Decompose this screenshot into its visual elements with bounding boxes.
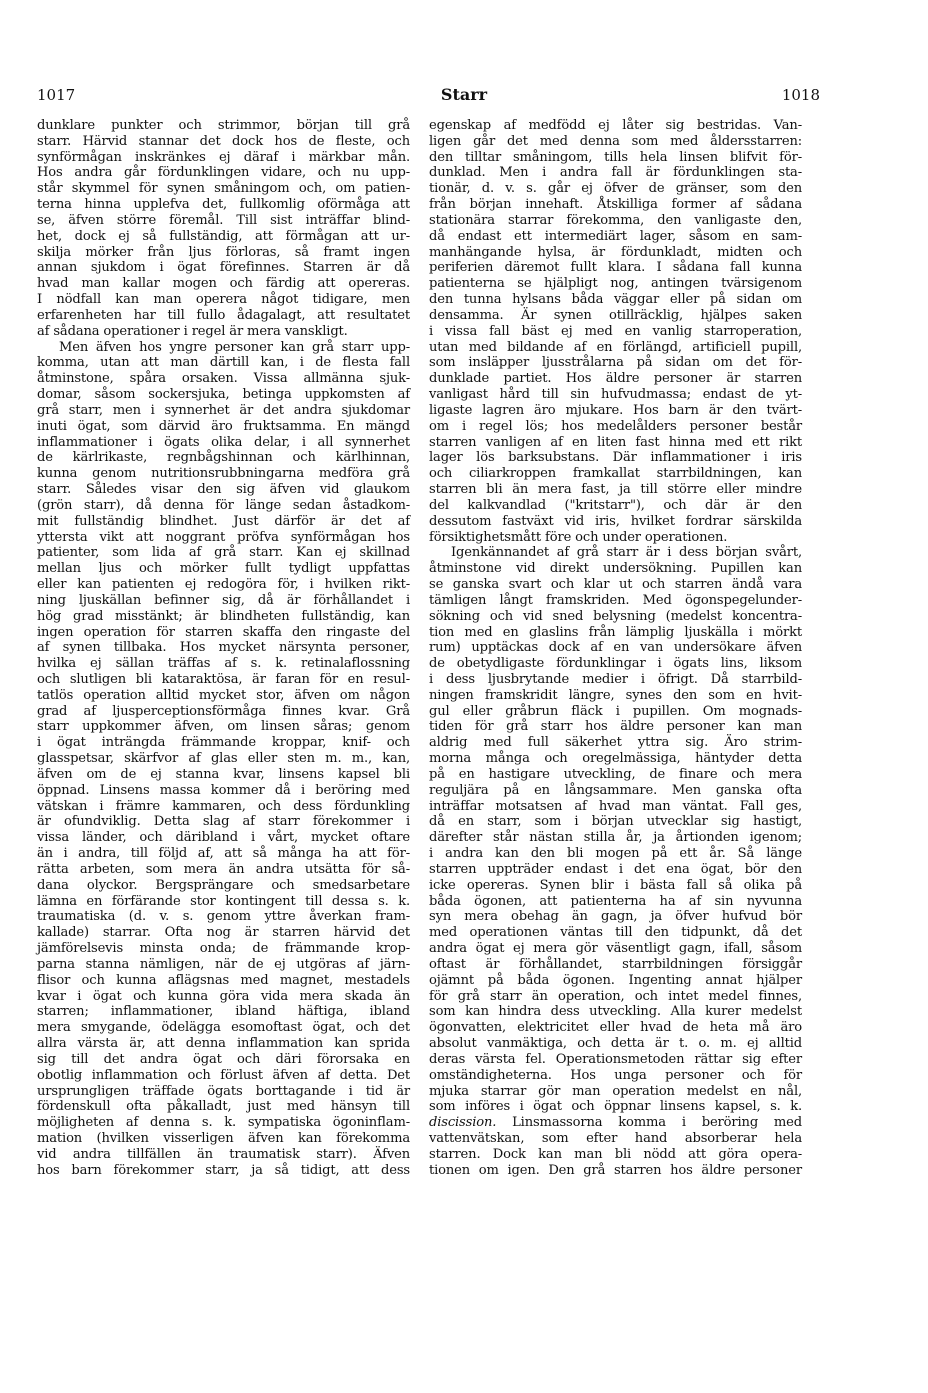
text-line: starren bli än mera fast, ja till större eller mindre	[429, 482, 802, 498]
text-line: tiden för grå starr hos äldre personer kan man	[429, 719, 802, 735]
text-line: omständigheterna. Hos unga personer och för	[429, 1067, 802, 1083]
paragraph	[429, 118, 802, 545]
text-line: dessutom fastväxt vid iris, hvilket fordrar särskilda	[429, 513, 802, 529]
text-line: tionen om igen. Den grå starren hos äldre personer	[429, 1162, 802, 1178]
text-line: med operationen väntas till den tidpunkt, då det	[429, 925, 802, 941]
text-line: båda ögonen, att patienterna ha af sin nyvunna	[429, 893, 802, 909]
text-line: som införes i ögat och öppnar linsens kapsel, s. k.	[429, 1099, 802, 1115]
text-line: från början innehaft. Åtskilliga former af sådana	[429, 197, 802, 213]
text-line: deras värsta fel. Operationsmetoden rättar sig efter	[429, 1051, 802, 1067]
text-line: tion med en glaslins från lämplig ljuskälla i mörkt	[429, 624, 802, 640]
text-line: och slutligen bli kataraktösa, är faran för en resul-	[37, 671, 410, 687]
paragraph	[37, 340, 410, 1179]
running-title: Starr	[440, 85, 488, 104]
text-line: rum) upptäckas dock af en van undersökare äfven	[429, 640, 802, 656]
text-line: starr. Således visar den sig äfven vid glaukom	[37, 482, 410, 498]
text-line: jämförelsevis minsta onda; de främmande krop-	[37, 941, 410, 957]
text-line: rätta arbeten, som mera än andra utsätta för så-	[37, 861, 410, 877]
text-line: parna stanna nämligen, när de ej utgöras af järn-	[37, 956, 410, 972]
text-line: flisor och kunna aflägsnas med magnet, mestadels	[37, 972, 410, 988]
text-line: glasspetsar, skärfvor af glas eller sten m. m., kan,	[37, 751, 410, 767]
text-line: I nödfall kan man operera något tidigare, men	[37, 292, 410, 308]
text-line: stationära starrar förekomma, den vanligaste den,	[429, 212, 802, 228]
text-line: den tilltar småningom, tills hela linsen blifvit för-	[429, 149, 802, 165]
text-line: som kan hindra dess utveckling. Alla kurer medelst	[429, 1004, 802, 1020]
text-line: möjligheten af denna s. k. sympatiska ögoninflam-	[37, 1115, 410, 1131]
text-line: obotlig inflammation och förlust äfven af detta. Det	[37, 1067, 410, 1083]
text-line: patienter, som lida af grå starr. Kan ej skillnad	[37, 545, 410, 561]
text-line: åtminstone, spåra orsaken. Vissa allmänna sjuk-	[37, 371, 410, 387]
text-line: af sådana operationer i regel är mera vanskligt.	[37, 323, 348, 339]
text-line: Hos andra går fördunklingen vidare, och nu upp-	[37, 165, 410, 181]
text-line: då en starr, som i början utvecklar sig hastigt,	[429, 814, 802, 830]
text-line: mation (hvilken visserligen äfven kan förekomma	[37, 1131, 410, 1146]
text-line: är ofundviklig. Detta slag af starr förekommer i	[37, 814, 410, 830]
text-line: hos barn förekommer starr, ja så tidigt, att dess	[37, 1162, 410, 1178]
text-line: absolut vanmäktiga, och detta är t. o. m. ej alltid	[429, 1036, 802, 1052]
text-line: sökning och vid sned belysning (medelst koncentra-	[429, 608, 802, 624]
text-line: starren; inflammationer, ibland häftiga, ibland	[37, 1004, 410, 1020]
text-line: starren vanligen af en liten fast hinna med ett rikt	[429, 434, 802, 450]
text-line: domar, såsom sockersjuka, betinga uppkomsten af	[37, 387, 410, 403]
text-line: ursprungligen träffade ögats borttagande i tid är	[37, 1083, 410, 1099]
text-line: åtminstone vid direkt undersökning. Pupillen kan	[429, 561, 802, 577]
text-line: kvar i ögat och kunna göra vida mera skada än	[37, 988, 410, 1004]
text-line: yttersta vikt att noggrant pröfva synförmågan hos	[37, 529, 410, 545]
text-line: af synen tillbaka. Hos mycket närsynta personer,	[37, 640, 410, 656]
text-line: vissa länder, och däribland i vårt, mycket oftare	[37, 830, 410, 846]
text-line: mjuka starrar gör man operation medelst en nål,	[429, 1083, 802, 1099]
text-line: Igenkännandet af grå starr är i dess början svårt,	[451, 545, 802, 561]
text-line: aldrig med full säkerhet yttra sig. Äro strim-	[429, 735, 802, 751]
text-line: morna många och oregelmässiga, häntyder detta	[429, 751, 802, 767]
text-line: ningen framskridit längre, synes den som en hvit-	[429, 687, 802, 703]
text-line: öppnad. Linsens massa kommer då i beröring med	[37, 782, 410, 798]
text-line: då endast ett intermediärt lager, såsom en sam-	[429, 228, 802, 244]
text-line: utan med bildande af en förlängd, artificiell pupill,	[429, 339, 802, 355]
text-line: i dess ljusbrytande medier i öfrigt. Då starrbild-	[429, 671, 802, 687]
text-line: därefter står nästan stilla år, ja årtionden igenom;	[429, 830, 802, 846]
text-line: densamma. Är synen otillräcklig, hjälpes saken	[429, 307, 802, 323]
text-line: försiktighetsmått före och under operationen.	[429, 529, 728, 545]
text-line: vattenvätskan, som efter hand absorberar hela	[429, 1131, 802, 1146]
text-line: inflammationer i ögats olika delar, i all synnerhet	[37, 434, 410, 450]
text-line: manhängande hylsa, är fördunkladt, midten och	[429, 244, 802, 260]
text-line: het, dock ej så fullständig, att förmågan att ur-	[37, 228, 410, 244]
text-line: allra värsta är, att denna inflammation kan sprida	[37, 1036, 410, 1052]
text-line: eller kan patienten ej redogöra för, i hvilken rikt-	[37, 577, 410, 593]
text-line: ning ljuskällan befinner sig, då är förhållandet i	[37, 592, 410, 608]
text-line: dunklade partiet. Hos äldre personer är starren	[429, 371, 802, 387]
text-line: i andra kan den bli mogen på ett år. Så länge	[429, 846, 802, 862]
text-line: annan sjukdom i ögat förefinnes. Starren är då	[37, 260, 410, 276]
text-line: discission. Linsmassorna komma i beröring med	[429, 1115, 802, 1131]
text-line: sig till det andra ögat och däri förorsaka en	[37, 1051, 410, 1067]
text-line: starr uppkommer äfven, om linsen såras; genom	[37, 719, 410, 735]
text-line: i vissa fall bäst ej med en vanlig starroperation,	[429, 323, 802, 339]
text-line: starr. Härvid stannar det dock hos de fleste, och	[37, 133, 410, 149]
text-line: vid andra tillfällen än traumatisk starr). Äfven	[37, 1146, 410, 1162]
text-line: dana olyckor. Bergsprängare och smedsarbetare	[37, 877, 410, 893]
text-line: starren uppträder endast i det ena ögat, bör den	[429, 861, 802, 877]
text-line: ögonvatten, elektricitet eller hvad de heta må äro	[429, 1020, 802, 1036]
text-line: i ögat inträngda främmande kroppar, knif- och	[37, 735, 410, 751]
text-line: andra ögat ej mera gör väsentligt gagn, ifall, såsom	[429, 941, 802, 957]
text-line: inträffar motsatsen af hvad man väntat. Fall ges,	[429, 798, 802, 814]
text-line: oftast är förhållandet, starrbildningen försiggår	[429, 956, 802, 972]
text-line: synförmågan inskränkes ej däraf i märkbar mån.	[37, 149, 410, 165]
text-line: icke opereras. Synen blir i bästa fall så olika på	[429, 877, 802, 893]
text-line: som insläpper ljusstrålarna på sidan om det för-	[429, 355, 802, 371]
text-line: mit fullständig blindhet. Just därför är det af	[37, 513, 410, 529]
text-line: se ganska svart och klar ut och starren ändå vara	[429, 577, 802, 593]
text-line: traumatiska (d. v. s. genom yttre åverkan fram-	[37, 909, 410, 925]
text-line: dunklad. Men i andra fall är fördunklingen sta-	[429, 165, 802, 181]
text-line: mera smygande, ödelägga esomoftast ögat, och det	[37, 1020, 410, 1036]
text-line: (grön starr), då denna för länge sedan åstadkom-	[37, 497, 410, 513]
text-line: på en hastigare utveckling, de finare och mera	[429, 766, 802, 782]
text-line: starren. Dock kan man bli nödd att göra opera-	[429, 1146, 802, 1162]
text-column-right	[429, 118, 802, 1178]
text-line: ligaste lagren äro mjukare. Hos barn är den tvärt-	[429, 402, 802, 418]
text-line: inuti ögat, som därvid äro fruktsamma. En mängd	[37, 418, 410, 434]
text-line: den tunna hylsans båda väggar eller på sidan om	[429, 292, 802, 308]
text-line: reguljära på en långsammare. Men ganska ofta	[429, 782, 802, 798]
text-line: gul eller gråbrun fläck i pupillen. Om mognads-	[429, 703, 802, 719]
text-line: se, äfven större föremål. Till sist inträffar blind-	[37, 212, 410, 228]
text-line: vätskan i främre kammaren, och dess fördunkling	[37, 798, 410, 814]
text-line: vanligast hård till sin hufvudmassa; endast de yt-	[429, 387, 802, 403]
text-line: komma, utan att man därtill kan, i de flesta fall	[37, 355, 410, 371]
text-line: tämligen långt framskriden. Med ögonspegelunder-	[429, 592, 802, 608]
text-column-left	[37, 118, 410, 1178]
text-line: periferien däremot fullt klara. I sådana fall kunna	[429, 260, 802, 276]
page-number-right: 1018	[781, 86, 820, 104]
text-line: och ciliarkroppen framkallat starrbildningen, kan	[429, 466, 802, 482]
paragraph	[429, 545, 802, 1178]
text-line: syn mera obehag än gagn, ja öfver hufvud bör	[429, 909, 802, 925]
text-line: tatlös operation alltid mycket stor, äfven om någon	[37, 687, 410, 703]
text-line: äfven om de ej stanna kvar, linsens kapsel bli	[37, 766, 410, 782]
text-line: Men äfven hos yngre personer kan grå starr upp-	[59, 339, 410, 355]
text-line: patienterna se hjälpligt nog, antingen tvärsigenom	[429, 276, 802, 292]
page-number-left: 1017	[37, 86, 76, 104]
text-line: ingen operation för starren skaffa den ringaste del	[37, 624, 410, 640]
text-line: skilja mörker från ljus förloras, så framt ingen	[37, 244, 410, 260]
text-line: för grå starr än operation, och intet medel finnes,	[429, 988, 802, 1004]
text-line: mellan ljus och mörker fullt tydligt uppfattas	[37, 561, 410, 577]
text-line: hög grad misstänkt; är blindheten fullständig, kan	[37, 608, 410, 624]
text-line: står skymmel för synen småningom och, om patien-	[37, 181, 410, 197]
text-line: lager lös barksubstans. Där inflammationer i iris	[429, 450, 802, 466]
text-line: lämna en förfärande stor kontingent till dessa s. k.	[37, 893, 410, 909]
text-line: de obetydligaste fördunklingar i ögats lins, liksom	[429, 656, 802, 672]
text-line: del kalkvandlad ("kritstarr"), och där är den	[429, 497, 802, 513]
text-line: fördenskull ofta påkalladt, just med hänsyn till	[37, 1099, 410, 1115]
text-line: de kärlrikaste, regnbågshinnan och kärlhinnan,	[37, 450, 410, 466]
text-line: hvad man kallar mogen och färdig att opereras.	[37, 276, 410, 292]
text-line: kunna genom nutritionsrubbningarna medföra grå	[37, 466, 410, 482]
text-line: hvilka ej sällan träffas af s. k. retinalaflossning	[37, 656, 410, 672]
text-line: än i andra, till följd af, att så många ha att för-	[37, 846, 410, 862]
paragraph	[37, 118, 410, 340]
text-line: kallade) starrar. Ofta nog är starren härvid det	[37, 925, 410, 941]
text-line: grå starr, men i synnerhet är det andra sjukdomar	[37, 402, 410, 418]
text-line: terna hinna upplefva det, fullkomlig oförmåga att	[37, 197, 410, 213]
text-line: tionär, d. v. s. går ej öfver de gränser, som den	[429, 181, 802, 197]
text-line: erfarenheten har till fullo ådagalagt, att resultatet	[37, 307, 410, 323]
text-line: dunklare punkter och strimmor, början till grå	[37, 118, 410, 133]
text-line: ojämnt på båda ögonen. Ingenting annat hjälper	[429, 972, 802, 988]
text-line: grad af ljusperceptionsförmåga finnes kvar. Grå	[37, 703, 410, 719]
text-line: om i regel lös; hos medelålders personer består	[429, 418, 802, 434]
text-line: egenskap af medfödd ej låter sig bestridas. Van-	[429, 118, 802, 133]
text-line: ligen går det med denna som med åldersstarren:	[429, 133, 802, 149]
